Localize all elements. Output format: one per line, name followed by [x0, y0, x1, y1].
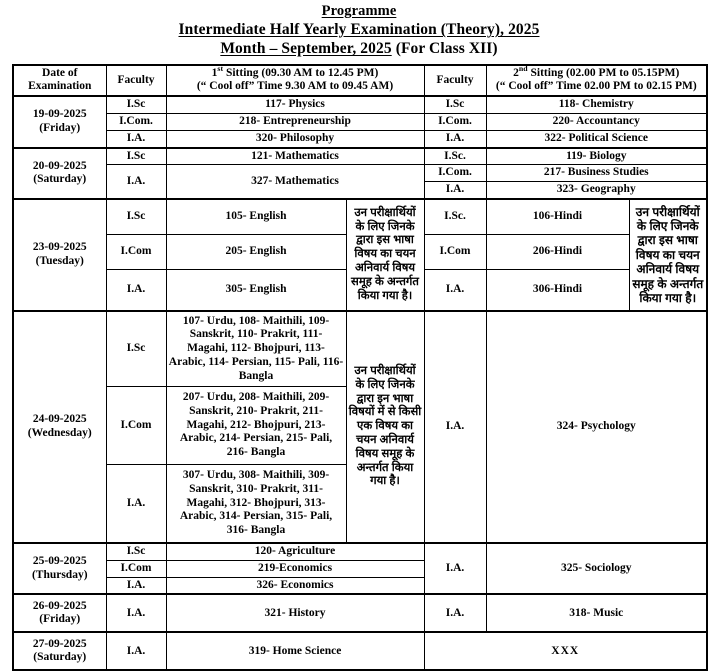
table-header	[13, 65, 707, 97]
table-row	[13, 165, 707, 182]
exam-date-cell	[13, 594, 106, 632]
subject-cell: 322- Political Science	[486, 130, 707, 147]
subject-cell: 207- Urdu, 208- Maithili, 209- Sanskrit, 210- Prakrit, 211- Magahi, 212- Bhojpuri, 213- Arabic, 214- Persian, 215- Pali, 216- Bangla	[166, 387, 346, 465]
table-row	[13, 96, 707, 113]
header-sitting-2-cooloff: (“ Cool off” Time 02.00 PM to 02.15 PM)	[495, 80, 697, 93]
exam-date-cell	[13, 632, 106, 670]
table-row	[13, 632, 707, 670]
faculty-cell: I.Sc	[106, 311, 166, 387]
exam-date: 26-09-2025	[32, 599, 87, 612]
faculty-cell: I.A.	[424, 182, 486, 199]
subject-cell: 326- Economics	[166, 577, 424, 594]
subject-cell: 121- Mathematics	[166, 148, 424, 165]
exam-weekday: (Friday)	[39, 121, 81, 134]
faculty-cell: I.Com.	[106, 114, 166, 131]
header-row	[13, 65, 707, 97]
subject-cell: 220- Accountancy	[486, 114, 707, 131]
table-row	[13, 148, 707, 165]
exam-weekday: (Wednesday)	[27, 427, 92, 440]
exam-weekday: (Thursday)	[31, 568, 88, 581]
faculty-cell: I.Com	[106, 560, 166, 577]
faculty-cell: I.A.	[106, 577, 166, 594]
table-row	[13, 199, 707, 235]
exam-date: 19-09-2025	[32, 108, 87, 121]
table-row	[13, 311, 707, 387]
faculty-cell: I.Sc	[106, 199, 166, 235]
exam-date-cell	[13, 199, 106, 311]
header-faculty-2: Faculty	[424, 65, 486, 97]
faculty-cell: I.Sc	[424, 96, 486, 113]
subject-cell: 307- Urdu, 308- Maithili, 309- Sanskrit, 310- Prakrit, 311- Magahi, 312- Bhojpuri, 313- Arabic, 314- Persian, 315- Pali, 316- Bangla	[166, 465, 346, 544]
language-note-cell: उन परीक्षार्थियों के लिए जिनके द्वारा इस भाषा विषय का चयन अनिवार्य विषय समूह के अन्तर्गत किया गया है।	[629, 199, 707, 311]
header-sitting-1-line1	[169, 63, 422, 81]
exam-schedule-table	[12, 64, 708, 671]
faculty-cell: I.A.	[106, 632, 166, 670]
subject-cell: 306-Hindi	[486, 270, 629, 312]
exam-name-title	[12, 21, 706, 39]
subject-cell: 321- History	[166, 594, 424, 632]
header-date	[13, 65, 106, 97]
subject-cell: 324- Psychology	[486, 311, 707, 543]
subject-cell: 219-Economics	[166, 560, 424, 577]
faculty-cell: I.Com.	[424, 114, 486, 131]
faculty-cell: I.Sc	[106, 148, 166, 165]
month-class-title	[12, 40, 706, 58]
faculty-cell: I.A.	[106, 465, 166, 544]
faculty-cell: I.Com.	[424, 165, 486, 182]
exam-weekday: (Tuesday)	[35, 255, 84, 268]
exam-date-cell	[13, 96, 106, 147]
table-row	[13, 130, 707, 147]
subject-cell: 107- Urdu, 108- Maithili, 109- Sanskrit, 110- Prakrit, 111- Magahi, 112- Bhojpuri, 113- Arabic, 114- Persian, 115- Pali, 116- Bangla	[166, 311, 346, 387]
exam-date-cell	[13, 543, 106, 594]
exam-date: 23-09-2025	[32, 241, 87, 254]
no-exam-cell: XXX	[424, 632, 707, 670]
table-row	[13, 114, 707, 131]
exam-date-cell	[13, 148, 106, 199]
subject-cell: 217- Business Studies	[486, 165, 707, 182]
exam-date: 24-09-2025	[32, 413, 87, 426]
faculty-cell: I.Com	[424, 235, 486, 270]
subject-cell: 205- English	[166, 235, 346, 270]
exam-weekday: (Friday)	[39, 613, 81, 626]
faculty-cell: I.A.	[424, 594, 486, 632]
faculty-cell: I.A.	[106, 270, 166, 312]
table-row	[13, 543, 707, 560]
subject-cell: 305- English	[166, 270, 346, 312]
table-body	[13, 96, 707, 670]
faculty-cell: I.A.	[106, 594, 166, 632]
month-text: Month – September, 2025	[220, 40, 392, 58]
faculty-cell: I.A.	[424, 130, 486, 147]
faculty-cell: I.A.	[424, 311, 486, 543]
document-titles	[12, 3, 706, 59]
faculty-cell: I.Sc.	[424, 148, 486, 165]
header-sitting-2	[486, 65, 707, 97]
subject-cell: 320- Philosophy	[166, 130, 424, 147]
faculty-cell: I.A.	[424, 543, 486, 594]
header-date-line1: Date of	[42, 66, 78, 79]
header-sitting-2-line1	[489, 63, 705, 81]
exam-date: 27-09-2025	[32, 637, 87, 650]
header-sitting-1-main: Sitting (09.30 AM to 12.45 PM)	[223, 66, 379, 79]
subject-cell: 105- English	[166, 199, 346, 235]
header-sitting-1	[166, 65, 424, 97]
faculty-cell: I.Com	[106, 235, 166, 270]
page-title	[12, 3, 706, 20]
exam-weekday: (Saturday)	[33, 651, 87, 664]
subject-cell: 120- Agriculture	[166, 543, 424, 560]
subject-cell: 106-Hindi	[486, 199, 629, 235]
faculty-cell: I.Sc	[106, 96, 166, 113]
faculty-cell: I.A.	[424, 270, 486, 312]
header-sitting-1-num: 1	[211, 66, 218, 79]
subject-cell: 323- Geography	[486, 182, 707, 199]
subject-cell: 119- Biology	[486, 148, 707, 165]
subject-cell: 118- Chemistry	[486, 96, 707, 113]
faculty-cell: I.Com	[106, 387, 166, 465]
page-title-text: Programme	[321, 3, 397, 19]
header-sitting-2-main: Sitting (02.00 PM to 05.15PM)	[527, 66, 680, 79]
table-row	[13, 594, 707, 632]
exam-weekday: (Saturday)	[33, 173, 87, 186]
exam-date-cell	[13, 311, 106, 543]
language-group-note-cell: उन परीक्षार्थियों के लिए जिनके द्वारा इन भाषा विषयों में से किसी एक विषय का चयन अनिवार्य विषय समूह के अन्तर्गत किया गया है।	[346, 311, 424, 543]
faculty-cell: I.A.	[106, 130, 166, 147]
language-note-cell: उन परीक्षार्थियों के लिए जिनके द्वारा इस भाषा विषय का चयन अनिवार्य विषय समूह के अन्तर्गत किया गया है।	[346, 199, 424, 311]
faculty-cell: I.Sc	[106, 543, 166, 560]
subject-cell: 327- Mathematics	[166, 165, 424, 199]
exam-date: 25-09-2025	[32, 554, 87, 567]
subject-cell: 319- Home Science	[166, 632, 424, 670]
header-sitting-1-sup: st	[217, 63, 224, 73]
header-sitting-2-sup: nd	[518, 63, 528, 73]
subject-cell: 325- Sociology	[486, 543, 707, 594]
class-text: (For Class XII)	[395, 40, 498, 58]
header-date-line2: Examination	[28, 80, 92, 93]
faculty-cell: I.A.	[106, 165, 166, 199]
subject-cell: 218- Entrepreneurship	[166, 114, 424, 131]
exam-date: 20-09-2025	[32, 159, 87, 172]
exam-name-text: Intermediate Half Yearly Examination (Theory), 2025	[178, 21, 540, 39]
subject-cell: 318- Music	[486, 594, 707, 632]
subject-cell: 206-Hindi	[486, 235, 629, 270]
header-faculty-1: Faculty	[106, 65, 166, 97]
header-sitting-1-cooloff: (“ Cool off” Time 9.30 AM to 09.45 AM)	[196, 80, 394, 93]
header-sitting-2-num: 2	[513, 66, 519, 79]
faculty-cell: I.Sc.	[424, 199, 486, 235]
subject-cell: 117- Physics	[166, 96, 424, 113]
